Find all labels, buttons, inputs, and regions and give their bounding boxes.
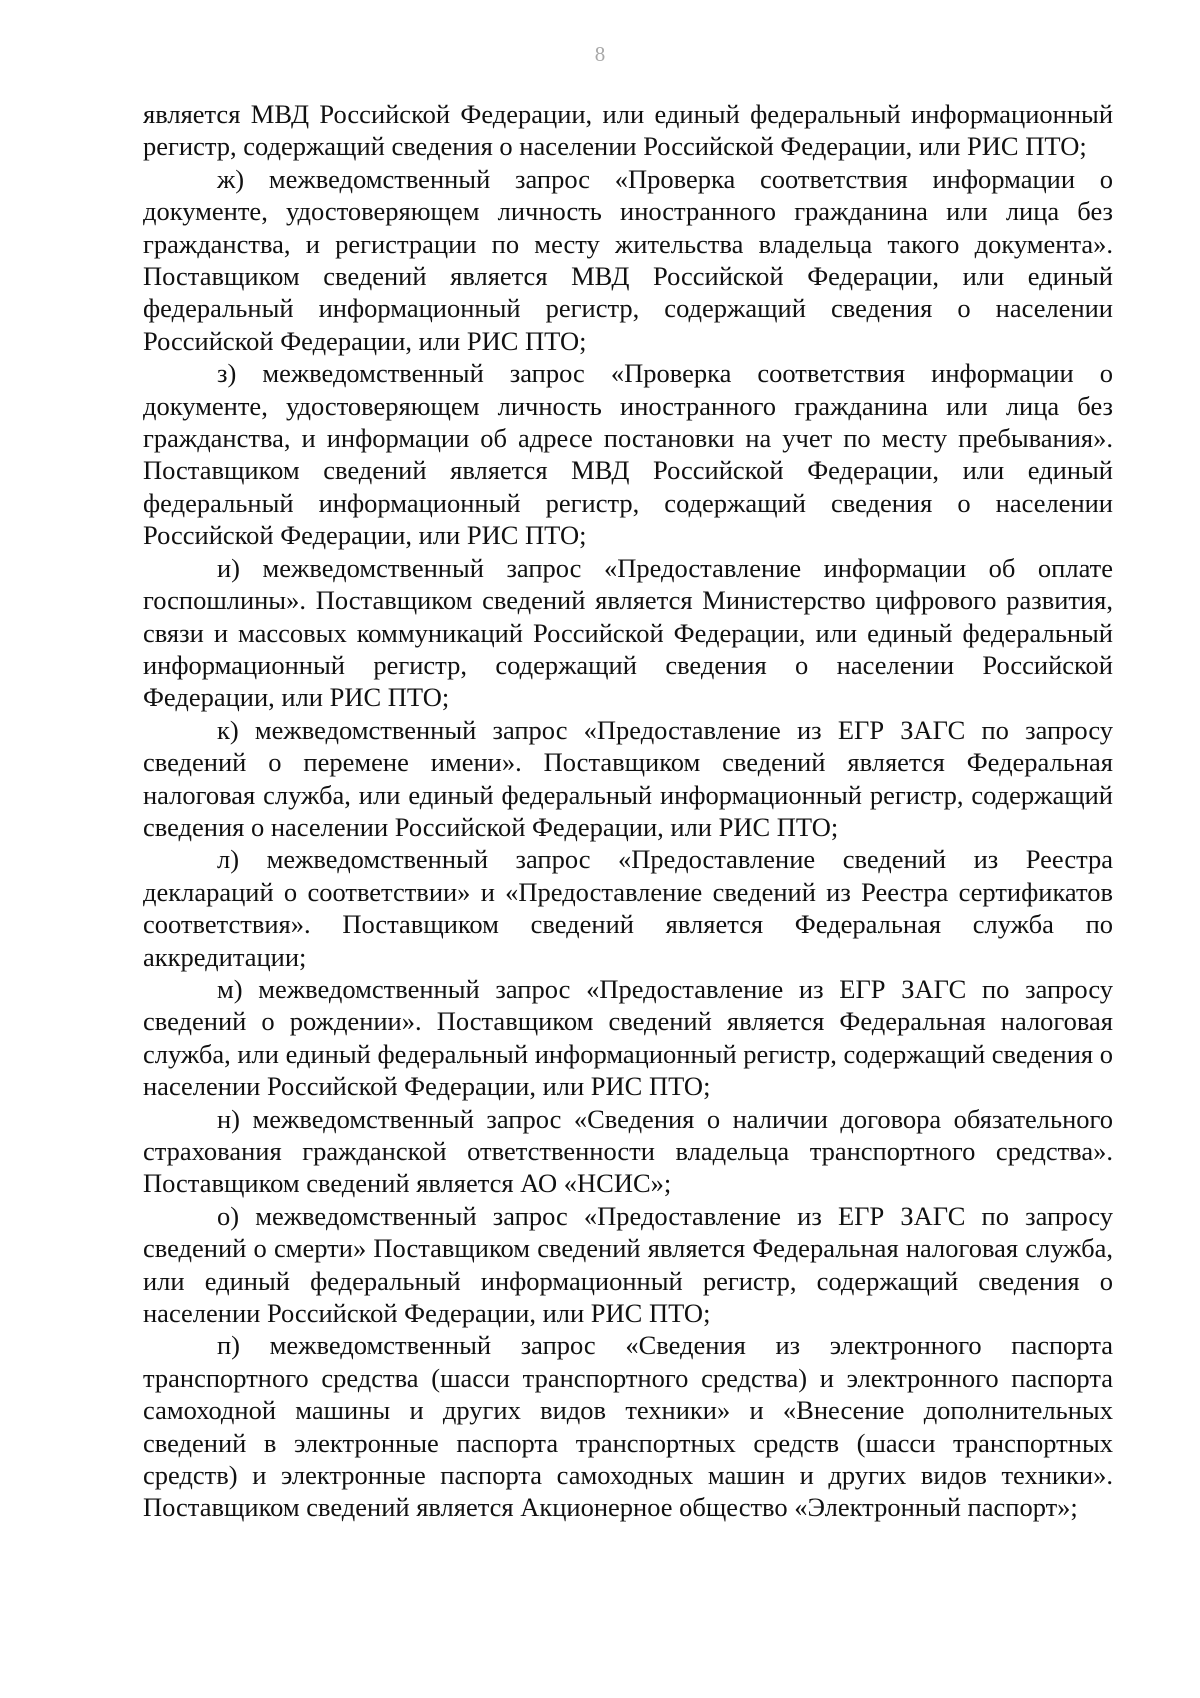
paragraph-item-o: о) межведомственный запрос «Предоставление из ЕГР ЗАГС по запросу сведений о смерти» Поставщиком сведений является Федеральная налоговая служба, или единый федеральный информационный регистр, содержащий сведения о населении Российской Федерации, или РИС ПТО; [143, 1200, 1113, 1329]
paragraph-item-n: н) межведомственный запрос «Сведения о наличии договора обязательного страхования гражданской ответственности владельца транспортного средства». Поставщиком сведений является АО «НСИС»; [143, 1103, 1113, 1199]
paragraph-item-l: л) межведомственный запрос «Предоставление сведений из Реестра деклараций о соответствии» и «Предоставление сведений из Реестра сертификатов соответствия». Поставщиком сведений является Федеральная служба по аккредитации; [143, 844, 1113, 972]
paragraph-item-m: м) межведомственный запрос «Предоставление из ЕГР ЗАГС по запросу сведений о рождении». Поставщиком сведений является Федеральная налоговая служба, или единый федеральный информационный регистр, содержащий сведения о населении Российской Федерации, или РИС ПТО; [143, 973, 1113, 1102]
paragraph-item-z: з) межведомственный запрос «Проверка соответствия информации о документе, удостоверяющем личность иностранного гражданина или лица без гражданства, и информации об адресе постановки на учет по месту пребывания». Поставщиком сведений является МВД Российской Федерации, или единый федеральный информационный регистр, содержащий сведения о населении Российской Федерации, или РИС ПТО; [143, 358, 1113, 551]
page-number: 8 [594, 42, 606, 66]
paragraph-item-i: и) межведомственный запрос «Предоставление информации об оплате госпошлины». Поставщиком сведений является Министерство цифрового развития, связи и массовых коммуникаций Российской Федерации, или единый федеральный информационный регистр, содержащий сведения о населении Российской Федерации, или РИС ПТО; [143, 552, 1113, 713]
paragraph-item-p: п) межведомственный запрос «Сведения из электронного паспорта транспортного средства (шасси транспортного средства) и электронного паспорта самоходной машины и других видов техники» и «Внесение дополнительных сведений в электронные паспорта транспортных средств (шасси транспортных средств) и электронные паспорта самоходных машин и других видов техники». Поставщиком сведений является Акционерное общество «Электронный паспорт»; [143, 1330, 1113, 1523]
paragraph-item-zh: ж) межведомственный запрос «Проверка соответствия информации о документе, удостоверяющем личность иностранного гражданина или лица без гражданства, и регистрации по месту жительства владельца такого документа». Поставщиком сведений является МВД Российской Федерации, или единый федеральный информационный регистр, содержащий сведения о населении Российской Федерации, или РИС ПТО; [143, 163, 1113, 356]
paragraph-continuation: является МВД Российской Федерации, или единый федеральный информационный регистр, содержащий сведения о населении Российской Федерации, или РИС ПТО; [143, 99, 1113, 162]
paragraph-item-k: к) межведомственный запрос «Предоставление из ЕГР ЗАГС по запросу сведений о перемене имени». Поставщиком сведений является Федеральная налоговая служба, или единый федеральный информационный регистр, содержащий сведения о населении Российской Федерации, или РИС ПТО; [143, 714, 1113, 842]
document-body [143, 98, 1113, 1524]
